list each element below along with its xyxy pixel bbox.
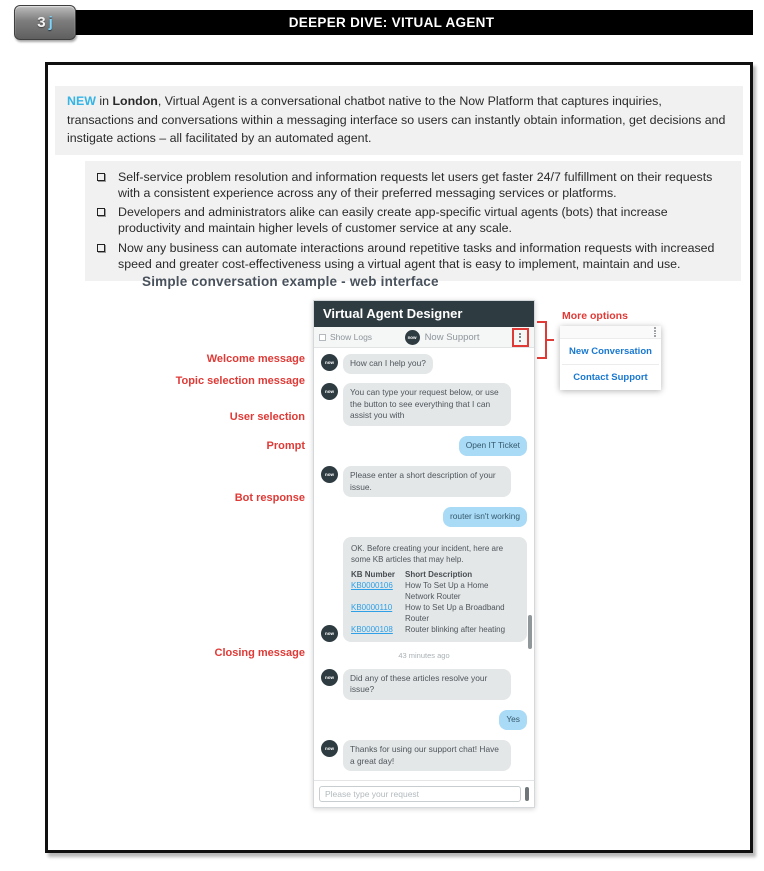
now-avatar: now — [321, 466, 338, 483]
kb-article-link[interactable]: KB0000110 — [351, 603, 393, 613]
square-bullet-icon — [97, 173, 105, 181]
menu-item-contact-support[interactable]: Contact Support — [573, 372, 648, 383]
kb-intro-text: OK. Before creating your incident, here are some KB articles that may help. — [351, 544, 504, 565]
annotation-bot-response: Bot response — [234, 492, 305, 504]
bot-message-topic: You can type your request below, or use the button to see everything that I can assist you with — [343, 383, 511, 426]
scrollbar-end-thumb[interactable] — [525, 787, 529, 801]
example-heading: Simple conversation example - web interface — [142, 274, 439, 289]
kebab-menu-icon[interactable] — [519, 333, 521, 342]
badge-number: 3 — [37, 14, 46, 31]
user-message-input: router isn't working — [443, 507, 527, 527]
square-bullet-icon — [97, 208, 105, 216]
user-message-yes[interactable]: Yes — [499, 710, 527, 730]
bot-message-followup: Did any of these articles resolve your issue? — [343, 669, 511, 701]
table-row — [351, 580, 519, 602]
chat-subheader — [314, 327, 534, 348]
annotation-topic-selection-message: Topic selection message — [175, 375, 305, 387]
page-number-badge — [14, 5, 76, 40]
square-bullet-icon — [97, 244, 105, 252]
new-highlight: NEW — [67, 94, 96, 108]
content-frame — [45, 62, 753, 853]
intro-rest: , Virtual Agent is a conversational chatbot native to the Now Platform that captures inquiries, transactions and conversations within a messaging interface so users can instantly obtain information, get decisions and instigate actions – all facilitated by an automated agent. — [67, 94, 726, 146]
kb-article-link[interactable]: KB0000106 — [351, 580, 393, 590]
user-selection-button[interactable]: Open IT Ticket — [459, 436, 527, 456]
intro-bold-word: London — [112, 94, 158, 108]
chat-scrollbar-thumb[interactable] — [528, 615, 532, 649]
kb-article-table — [351, 569, 519, 636]
now-avatar: now — [321, 383, 338, 400]
list-item — [97, 240, 727, 272]
bot-message-row — [321, 383, 527, 426]
show-logs-control[interactable] — [319, 332, 372, 342]
menu-item-new-conversation[interactable]: New Conversation — [569, 346, 652, 357]
list-item — [97, 169, 727, 201]
table-row — [351, 602, 519, 624]
bot-message-row — [321, 354, 527, 374]
kb-table-header-row — [351, 569, 519, 580]
kb-article-desc: Router blinking after heating — [405, 625, 506, 635]
conversation-example-section — [48, 274, 750, 766]
annotation-welcome-message: Welcome message — [206, 353, 305, 365]
kb-article-desc: How to Set Up a Broadband Router — [405, 603, 505, 624]
kb-article-link[interactable]: KB0000108 — [351, 625, 393, 635]
show-logs-label: Show Logs — [330, 332, 373, 342]
agent-identity — [405, 330, 480, 345]
show-logs-checkbox[interactable] — [319, 334, 326, 341]
annotation-user-selection: User selection — [229, 411, 305, 423]
bullet-list — [85, 161, 741, 281]
message-timestamp: 43 minutes ago — [398, 650, 450, 660]
bullet-text: Developers and administrators alike can easily create app-specific virtual agents (bots) that increase productivity and maintain higher levels of customer service at any scale. — [118, 205, 668, 236]
menu-header-strip — [560, 326, 661, 339]
bot-message-welcome: How can I help you? — [343, 354, 433, 374]
user-message-row — [321, 710, 527, 730]
now-avatar: now — [321, 669, 338, 686]
bot-message-row — [321, 740, 527, 772]
kb-desc-header: Short Description — [405, 569, 473, 579]
list-item — [97, 204, 727, 236]
annotation-closing-message: Closing message — [214, 647, 305, 659]
now-avatar: now — [321, 354, 338, 371]
kb-number-header: KB Number — [351, 569, 396, 579]
badge-letter: j — [48, 14, 53, 31]
kb-article-desc: How To Set Up a Home Network Router — [405, 580, 489, 601]
annotation-prompt: Prompt — [266, 440, 305, 452]
chat-text-input[interactable] — [319, 786, 521, 802]
bot-message-row — [321, 669, 527, 701]
annotation-more-options: More options — [562, 310, 628, 322]
more-options-menu — [560, 326, 661, 390]
now-avatar: now — [321, 740, 338, 757]
page-title: DEEPER DIVE: VITUAL AGENT — [288, 15, 495, 30]
virtual-agent-chat-widget — [313, 300, 535, 808]
kebab-menu-icon[interactable] — [654, 327, 656, 337]
bot-message-closing: Thanks for using our support chat! Have a great day! — [343, 740, 511, 772]
bot-message-row — [321, 537, 527, 642]
bot-message-prompt: Please enter a short description of your issue. — [343, 466, 511, 498]
intro-paragraph — [55, 86, 743, 155]
intro-mid: in — [95, 94, 113, 108]
table-row — [351, 624, 519, 635]
slide-title-bar — [30, 10, 753, 35]
annotation-bracket — [537, 321, 547, 359]
now-avatar: now — [405, 330, 420, 345]
chat-title: Virtual Agent Designer — [314, 301, 534, 327]
now-avatar: now — [321, 625, 338, 642]
chat-input-row — [314, 780, 534, 807]
agent-name: Now Support — [424, 331, 480, 343]
bot-message-kb-articles — [343, 537, 527, 642]
bullet-text: Self-service problem resolution and information requests let users get faster 24/7 fulfillment on their requests with a consistent experience across any of their preferred messaging services or platforms. — [118, 170, 713, 201]
more-options-highlight-box — [512, 328, 529, 347]
bullet-text: Now any business can automate interactions around repetitive tasks and information requests with increased speed and greater cost-effectiveness using a virtual agent that is easy to implement, maintain and use. — [118, 240, 715, 271]
bot-message-row — [321, 466, 527, 498]
chat-message-list — [314, 348, 534, 771]
user-message-row — [321, 436, 527, 456]
user-message-row — [321, 507, 527, 527]
